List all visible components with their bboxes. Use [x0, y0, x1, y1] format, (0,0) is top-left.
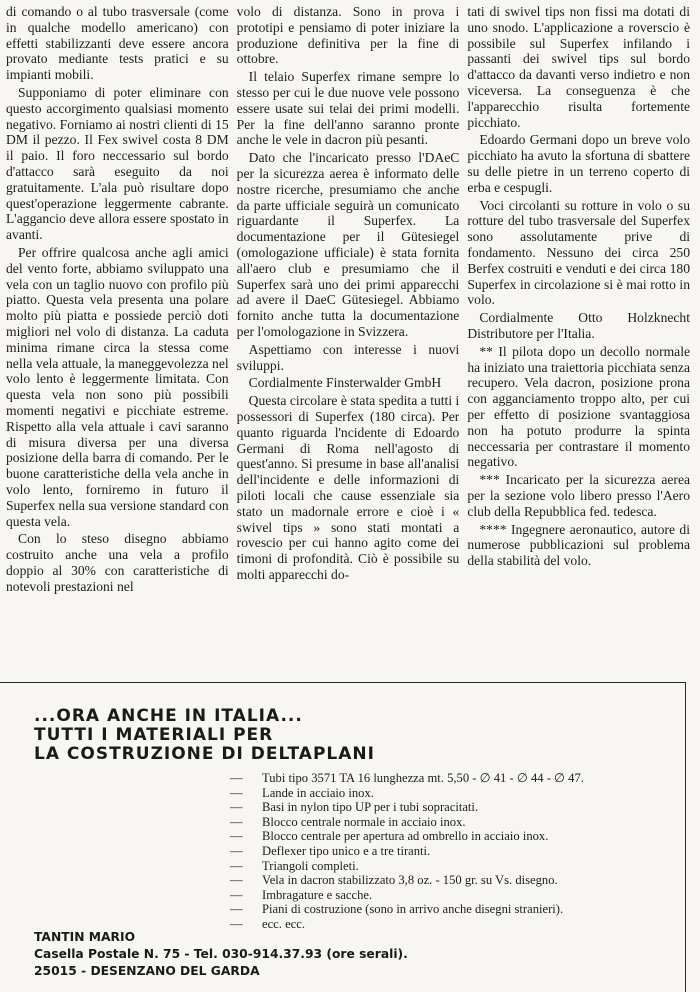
article-column-2: [237, 4, 460, 644]
dash: —: [230, 771, 243, 785]
contact-city: 25015 - DESENZANO DEL GARDA: [34, 964, 260, 978]
dash: —: [230, 814, 243, 829]
contact-address: Casella Postale N. 75 - Tel. 030-914.37.93 (ore serali).: [34, 947, 408, 961]
list-item: — Triangoli completi.: [230, 858, 359, 873]
dash: —: [230, 843, 243, 858]
paragraph: Dato che l'incaricato presso l'DAeC per la sicurezza aerea è informato delle nostre ricerche, presumiamo che anche da parte ufficiale seguirà un comunicato riguardante il Superfex. La documentazione per il Gütesiegel (omologazione ufficiale) è stata fornita all'aero club e presumiamo che il Superfex sarà uno dei primi apparecchi ad avere il DaeC Gütesiegel. Abbiamo fornito anche tutta la documentazione per l'omologazione in Svizzera.: [236, 150, 460, 339]
dash: —: [230, 916, 243, 931]
list-item: — Lande in acciaio inox.: [230, 785, 374, 800]
dash: —: [230, 858, 243, 873]
paragraph: Per offrire qualcosa anche agli amici del vento forte, abbiamo sviluppato una vela con un taglio nuovo con profilo più piatto. Questa vela presenta una polare molto più piatta e possiede perciò doti migliori nel volo di distanza. La caduta minima rimane circa la stessa come nella vela attuale, la maneggevolezza nel volo lento è leggermente limitata. Con questa vela non sono più possibili momenti negativi e picchiate estreme. Rispetto alla vela attuale i cavi saranno di misura diversa per una diversa posizione della barra di comando. Per le buone caratteristiche della vela anche in volo lento, forniremo in futuro il Superfex nella sua versione standard con questa vela.: [6, 244, 229, 529]
advertisement-box: [0, 682, 686, 992]
paragraph: Il telaio Superfex rimane sempre lo stesso per cui le due nuove vele possono essere usate sui telai dei primi modelli. Per la fine dell'anno saranno pronte anche le vele in dacron più pesanti.: [236, 69, 460, 148]
dash: —: [230, 800, 243, 815]
list-item: — Blocco centrale normale in acciaio inox.: [230, 814, 466, 829]
article-columns: [6, 4, 690, 644]
ad-headline: [34, 707, 375, 764]
list-item: — Piani di costruzione (sono in arrivo anche disegni stranieri).: [230, 902, 564, 917]
list-item: — Imbragature e sacche.: [230, 887, 373, 902]
paragraph: volo di distanza. Sono in prova i prototipi e pensiamo di poter iniziare la produzione definitiva per la fine di ottobre.: [236, 4, 460, 67]
dash: —: [230, 887, 243, 902]
ad-headline-line: TUTTI I MATERIALI PER: [34, 725, 274, 745]
list-item: — Basi in nylon tipo UP per i tubi sopracitati.: [230, 800, 479, 815]
footnote: **** Ingegnere aeronautico, autore di numerose pubblicazioni sul problema della stabilità del volo.: [467, 521, 691, 569]
ad-product-list: [230, 771, 670, 932]
footnote: *** Incaricato per la sicurezza aerea per la sezione volo libero presso l'Aero club della Repubblica fed. tedesca.: [467, 472, 691, 519]
ad-headline-line: ...ORA ANCHE IN ITALIA...: [34, 706, 303, 726]
paragraph: Questa circolare è stata spedita a tutti i possessori di Superfex (180 circa). Per quanto riguarda l'ncidente di Edoardo Germani di Roma nell'agosto di quest'anno. Si presume in base all'analisi dell'incidente e delle informazioni di piloti locali che cause essenziale sia stato un madornale errore e cioè i « swivel tips » sono stati montati a rovescio per cui hanno agito come dei timoni di profondità. Ciò è possibile su molti apparecchi do-: [236, 393, 460, 582]
footnote: ** Il pilota dopo un decollo normale ha iniziato una traiettoria picchiata senza recupero. Vela dacron, posizione prona con agganciamento troppo alto, per cui per effetto di posizione svantaggiosa non ha potuto produrre la spinta neccessaria per contrastare il momento negativo.: [467, 343, 691, 470]
signature: Cordialmente Finsterwalder GmbH: [248, 375, 442, 391]
article-column-3: [467, 4, 690, 644]
paragraph: Aspettiamo con interesse i nuovi sviluppi.: [236, 341, 460, 373]
dash: —: [230, 829, 243, 844]
list-item: — ecc. ecc.: [230, 916, 305, 931]
contact-name: TANTIN MARIO: [34, 930, 136, 944]
ad-headline-line: LA COSTRUZIONE DI DELTAPLANI: [34, 744, 375, 764]
list-item: — Tubi tipo 3571 TA 16 lunghezza mt. 5,50 - ∅ 41 - ∅ 44 - ∅ 47.: [230, 771, 584, 785]
paragraph: Edoardo Germani dopo un breve volo picchiato ha avuto la sfortuna di sbattere su delle pietre in un terreno coperto di erba e cespugli.: [467, 132, 691, 195]
dash: —: [230, 873, 243, 888]
paragraph: Con lo steso disegno abbiamo costruito anche una vela a profilo doppio al 30% con caratteristiche di notevoli prestazioni nel: [6, 531, 229, 594]
dash: —: [230, 785, 243, 800]
article-column-1: [6, 4, 229, 644]
list-item: — Deflexer tipo unico e a tre tiranti.: [230, 843, 431, 858]
ad-contact: [34, 929, 408, 980]
paragraph: Voci circolanti su rotture in volo o su rotture del tubo trasversale del Superfex sono assolutamente prive di fondamento. Nessuno dei circa 250 Berfex costruiti e venduti e dei circa 180 Superfex in circolazione si è mai rotto in volo.: [467, 197, 691, 308]
signature: Cordialmente Otto Holzknecht Distributore per l'Italia.: [467, 310, 691, 341]
paragraph: Supponiamo di poter eliminare con questo accorgimento qualsiasi momento negativo. Forniamo ai nostri clienti di 15 DM il pezzo. Il Fex swivel costa 8 DM il paio. Il foro neccessario sul bordo d'attacco sarà eseguito da noi gratuitamente. L'ala può risultare dopo quest'operazione leggermente cabrante. L'aggancio deve allora essere spostato in avanti.: [6, 84, 229, 243]
dash: —: [230, 902, 243, 917]
list-item: — Blocco centrale per apertura ad ombrello in acciaio inox.: [230, 829, 549, 844]
paragraph: tati di swivel tips non fissi ma dotati di uno snodo. L'applicazione a roverscio è possibile sul Superfex infilando i passanti dei swivel tips sul bordo d'attacco da davanti verso indietro e non viceversa. La conseguenza è che l'apparecchio risulta fortemente picchiato.: [467, 4, 691, 130]
paragraph: di comando o al tubo trasversale (come in qualche modello americano) con effetti stabilizzanti deve essere ancora provato mediante tests pratici e su impianti mobili.: [6, 4, 229, 83]
list-item: — Vela in dacron stabilizzato 3,8 oz. - 150 gr. su Vs. disegno.: [230, 873, 558, 888]
